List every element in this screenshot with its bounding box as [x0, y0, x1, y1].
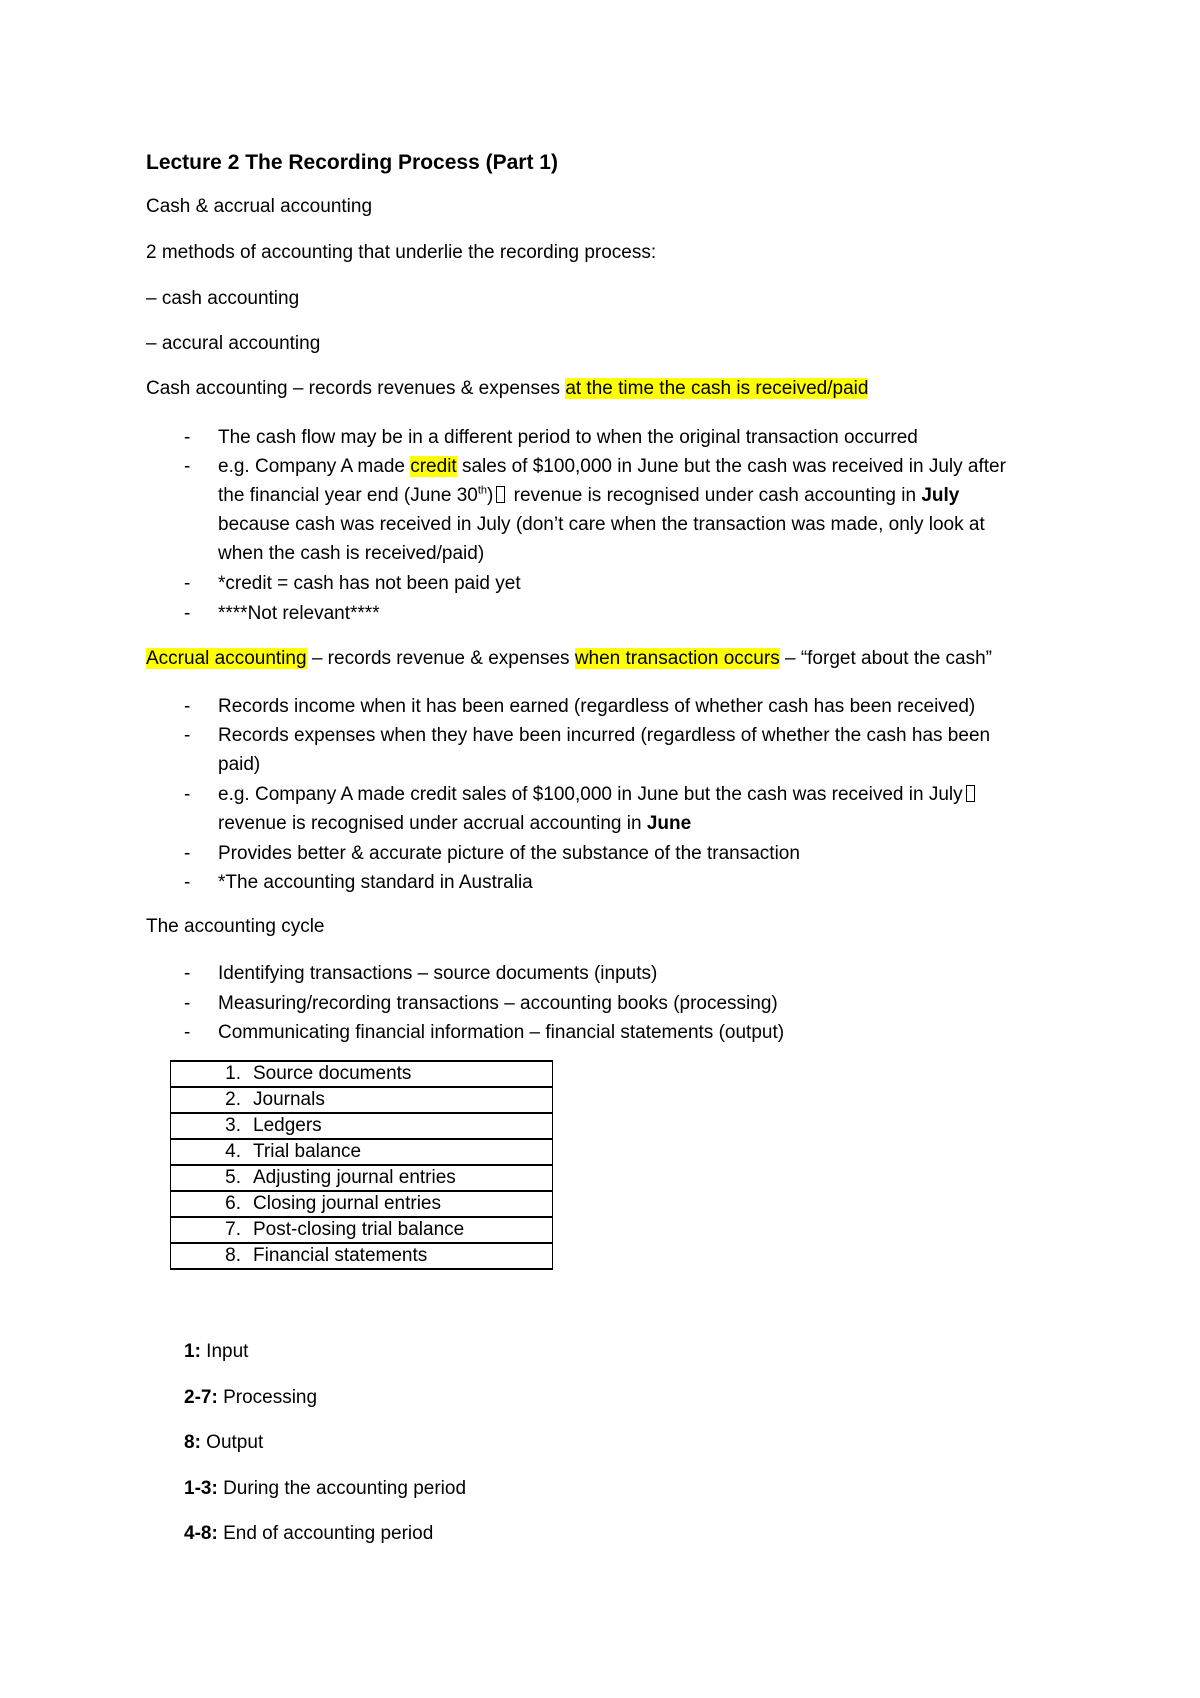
- highlighted-text: Accrual accounting: [146, 648, 307, 669]
- stage-note: 2-7: Processing: [184, 1387, 318, 1408]
- section-heading: The accounting cycle: [146, 916, 325, 937]
- table-row: 8. Financial statements: [171, 1243, 553, 1269]
- highlighted-text: credit: [410, 456, 457, 477]
- table-row: 3. Ledgers: [171, 1113, 553, 1139]
- stage-note: 1: Input: [184, 1341, 249, 1362]
- highlighted-text: at the time the cash is received/paid: [565, 378, 869, 399]
- document-page: Lecture 2 The Recording Process (Part 1) Cash & accrual accounting 2 methods of accounting that underlie the recording process: – cash accounting – accural accounting Cash accounting – records revenues & expenses at the time the cash is received/paid - The cash flow may be in a different period to when the original transaction occurred - e.g. Company A made credit sales of $100,000 in June but the cash was received in July after the financial year end (June 30th) revenue is recognised under cash accounting in July because cash was received in July (don’t care when the transaction was made, only look at when the cash is received/paid) - *credit = cash has not been paid yet - ****Not relevant**** Accrual accounting – records revenue & expenses when transaction occurs – “forget about the cash” - Records income when it has been earned (regardless of whether cash has been received) - Records expenses when they have been incurred (regardless of whether the cash has been paid) - e.g. Company A made credit sales of $100,000 in June but the cash was received in July revenue is recognised under accrual accounting in June - Provides better & accurate picture of the substance of the transaction - *The accounting standard in Australia The accounting cycle - Identifying transactions – source documents (inputs) - Measuring/recording transactions – accounting books (processing) - Communicating financial information – financial statements (output) 1. Source documents 2. Journals 3. Ledgers 4. Trial balance 5. Adjusting journal entries 6. Closing journal entries 7. Post-closing trial balance 8. Financial statements 1: Input 2-7: Processing 8: Output 1-3: During the accounting period 4-8: End of accounting period: [0, 0, 1200, 1698]
- page-title: Lecture 2 The Recording Process (Part 1): [146, 151, 558, 174]
- highlighted-text: when transaction occurs: [574, 648, 780, 669]
- table-row: 4. Trial balance: [171, 1139, 553, 1165]
- table-row: 5. Adjusting journal entries: [171, 1165, 553, 1191]
- accrual-accounting-definition: Accrual accounting – records revenue & expenses when transaction occurs – “forget about the cash”: [146, 648, 992, 669]
- table-row: 2. Journals: [171, 1087, 553, 1113]
- arrow-icon: [966, 785, 975, 802]
- table-row: 1. Source documents: [171, 1061, 553, 1087]
- paragraph: Cash & accrual accounting: [146, 196, 373, 217]
- accounting-cycle-table: [170, 1060, 553, 1270]
- stage-note: 8: Output: [184, 1432, 264, 1453]
- stage-note: 1-3: During the accounting period: [184, 1478, 467, 1499]
- table-row: 7. Post-closing trial balance: [171, 1217, 553, 1243]
- cash-accounting-definition: Cash accounting – records revenues & expenses at the time the cash is received/paid: [146, 378, 869, 399]
- table-row: 6. Closing journal entries: [171, 1191, 553, 1217]
- stage-note: 4-8: End of accounting period: [184, 1523, 434, 1544]
- arrow-icon: [496, 486, 505, 503]
- paragraph: – cash accounting: [146, 288, 300, 309]
- paragraph: 2 methods of accounting that underlie the recording process:: [146, 242, 657, 263]
- paragraph: – accural accounting: [146, 333, 321, 354]
